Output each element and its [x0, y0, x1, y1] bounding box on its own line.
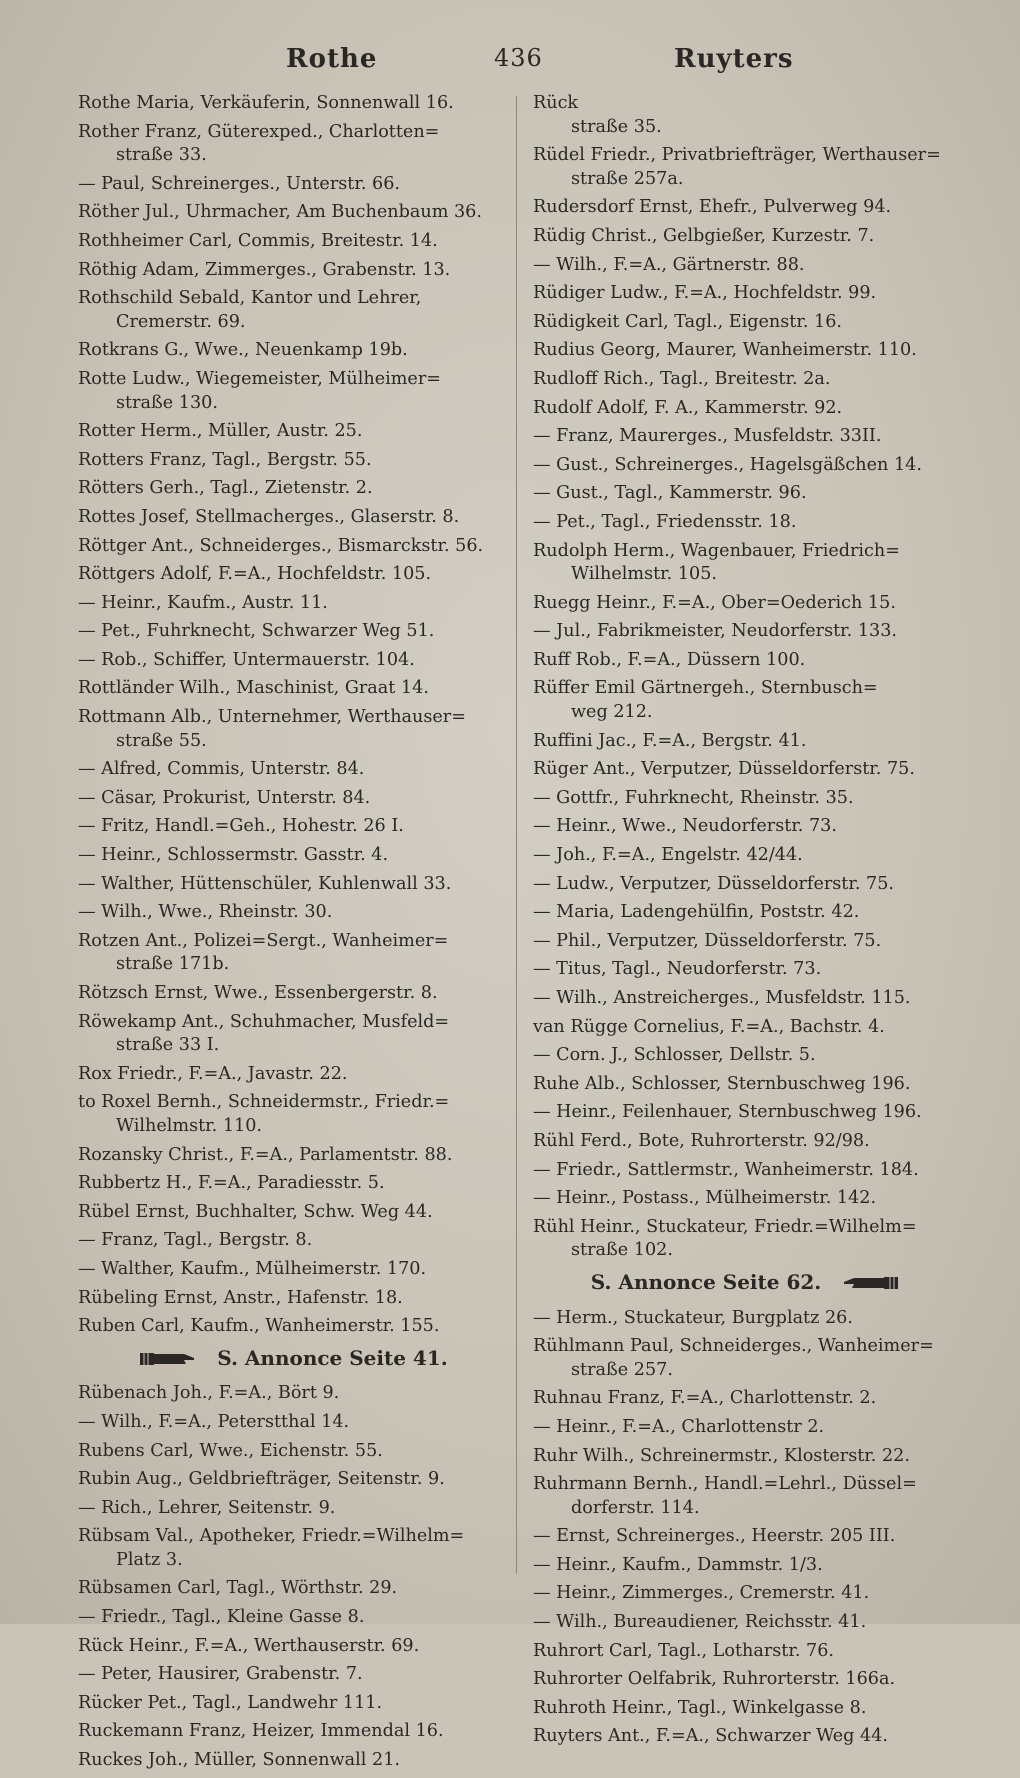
entry-text: — Rob., Schiffer, Untermauerstr. 104.	[78, 649, 415, 670]
directory-entry	[78, 1440, 508, 1464]
left-entries-b	[78, 1382, 508, 1772]
entry-text: — Gottfr., Fuhrknecht, Rheinstr. 35.	[533, 787, 854, 808]
directory-entry	[533, 1073, 958, 1097]
entry-text: Rück Heinr., F.=A., Werthauserstr. 69.	[78, 1635, 420, 1656]
entry-text: — Jul., Fabrikmeister, Neudorferstr. 133.	[533, 621, 898, 642]
directory-entry	[533, 1016, 958, 1040]
directory-entry	[78, 201, 508, 225]
entry-text: Ruyters Ant., F.=A., Schwarzer Weg 44.	[533, 1726, 888, 1747]
directory-entry	[78, 173, 508, 197]
directory-entry	[533, 1159, 958, 1183]
directory-entry	[78, 1411, 508, 1435]
directory-entry	[533, 1187, 958, 1211]
entry-text: Rotte Ludw., Wiegemeister, Mülheimer=	[78, 368, 441, 389]
directory-entry	[533, 1307, 958, 1331]
directory-entry	[78, 873, 508, 897]
entry-text: Rudersdorf Ernst, Ehefr., Pulverweg 94.	[533, 197, 892, 218]
entry-text: — Franz, Tagl., Bergstr. 8.	[78, 1230, 313, 1251]
directory-entry	[533, 1668, 958, 1692]
directory-entry	[533, 311, 958, 335]
entry-text: Ruegg Heinr., F.=A., Ober=Oederich 15.	[533, 592, 896, 613]
directory-entry	[78, 901, 508, 925]
directory-entry	[533, 1445, 958, 1469]
entry-text: Rühl Heinr., Stuckateur, Friedr.=Wilhelm=	[533, 1216, 917, 1237]
entry-text: — Titus, Tagl., Neudorferstr. 73.	[533, 959, 822, 980]
entry-text: Rubin Aug., Geldbriefträger, Seitenstr. 9.	[78, 1469, 445, 1490]
directory-entry	[78, 1063, 508, 1087]
directory-entry	[533, 815, 958, 839]
directory-entry	[533, 1335, 958, 1382]
directory-entry	[78, 92, 508, 116]
entry-text: Rotters Franz, Tagl., Bergstr. 55.	[78, 449, 372, 470]
entry-text: Ruhrort Carl, Tagl., Lotharstr. 76.	[533, 1640, 834, 1661]
entry-text: Röwekamp Ant., Schuhmacher, Musfeld=	[78, 1011, 450, 1032]
header-right-keyword: Ruyters	[674, 44, 794, 74]
entry-text: Rotkrans G., Wwe., Neuenkamp 19b.	[78, 340, 408, 361]
directory-entry	[78, 1468, 508, 1492]
page-header	[0, 44, 1020, 84]
directory-entry	[533, 787, 958, 811]
right-annonce-text: S. Annonce Seite 62.	[590, 1269, 822, 1294]
directory-entry	[533, 1416, 958, 1440]
entry-text: — Joh., F.=A., Engelstr. 42/44.	[533, 845, 803, 866]
directory-entry	[533, 1640, 958, 1664]
directory-entry	[533, 196, 958, 220]
directory-entry	[78, 1229, 508, 1253]
directory-entry	[533, 987, 958, 1011]
entry-text: Rottmann Alb., Unternehmer, Werthauser=	[78, 707, 466, 728]
directory-entry	[533, 339, 958, 363]
entry-text: Rüdiger Ludw., F.=A., Hochfeldstr. 99.	[533, 283, 877, 304]
directory-entry	[78, 787, 508, 811]
entry-text: Rudolph Herm., Wagenbauer, Friedrich=	[533, 540, 900, 561]
entry-text: — Walther, Kaufm., Mülheimerstr. 170.	[78, 1258, 427, 1279]
entry-text: Rudolf Adolf, F. A., Kammerstr. 92.	[533, 397, 843, 418]
directory-entry	[78, 368, 508, 415]
directory-entry	[533, 758, 958, 782]
directory-entry	[533, 1697, 958, 1721]
entry-continuation: straße 35.	[571, 116, 662, 137]
entry-text: Rübenach Joh., F.=A., Bört 9.	[78, 1383, 340, 1404]
directory-entry	[78, 592, 508, 616]
directory-entry	[533, 282, 958, 306]
directory-entry	[78, 121, 508, 168]
directory-entry	[78, 563, 508, 587]
directory-entry	[78, 535, 508, 559]
directory-entry	[78, 677, 508, 701]
directory-entry	[533, 677, 958, 724]
directory-entry	[533, 540, 958, 587]
entry-continuation: Wilhelmstr. 105.	[571, 564, 718, 585]
entry-text: — Alfred, Commis, Unterstr. 84.	[78, 759, 365, 780]
column-divider	[516, 96, 517, 1574]
entry-text: Rübeling Ernst, Anstr., Hafenstr. 18.	[78, 1287, 403, 1308]
directory-entry	[78, 930, 508, 977]
entry-text: — Wilh., F.=A., Peterstthal 14.	[78, 1411, 350, 1432]
entry-text: Rühlmann Paul, Schneiderges., Wanheimer=	[533, 1336, 934, 1357]
entry-text: Rothheimer Carl, Commis, Breitestr. 14.	[78, 230, 438, 251]
entry-text: — Friedr., Tagl., Kleine Gasse 8.	[78, 1607, 365, 1628]
entry-text: Rotzen Ant., Polizei=Sergt., Wanheimer=	[78, 930, 449, 951]
entry-text: Rübsam Val., Apotheker, Friedr.=Wilhelm=	[78, 1526, 465, 1547]
directory-entry	[78, 1692, 508, 1716]
entry-continuation: straße 33 I.	[116, 1035, 220, 1056]
right-entries-b	[533, 1307, 958, 1750]
entry-text: — Pet., Fuhrknecht, Schwarzer Weg 51.	[78, 621, 435, 642]
directory-entry	[78, 230, 508, 254]
directory-entry	[533, 425, 958, 449]
entry-text: Ruhe Alb., Schlosser, Sternbuschweg 196.	[533, 1073, 911, 1094]
entry-text: Röttgers Adolf, F.=A., Hochfeldstr. 105.	[78, 564, 432, 585]
directory-entry	[533, 930, 958, 954]
entry-text: — Wilh., F.=A., Gärtnerstr. 88.	[533, 254, 805, 275]
entry-text: — Wilh., Wwe., Rheinstr. 30.	[78, 902, 333, 923]
directory-entry	[533, 1216, 958, 1263]
directory-entry	[78, 477, 508, 501]
entry-text: Ruhr Wilh., Schreinermstr., Klosterstr. 22.	[533, 1445, 910, 1466]
directory-entry	[533, 1611, 958, 1635]
directory-entry	[78, 1577, 508, 1601]
entry-text: — Heinr., Kaufm., Austr. 11.	[78, 592, 328, 613]
left-entries-a	[78, 92, 508, 1339]
entry-text: Rötters Gerh., Tagl., Zietenstr. 2.	[78, 478, 373, 499]
entry-text: — Heinr., Feilenhauer, Sternbuschweg 196.	[533, 1102, 922, 1123]
directory-entry	[533, 92, 958, 139]
entry-text: — Gust., Tagl., Kammerstr. 96.	[533, 483, 807, 504]
directory-entry	[533, 254, 958, 278]
page-number: 436	[494, 44, 543, 72]
entry-text: Ruben Carl, Kaufm., Wanheimerstr. 155.	[78, 1316, 440, 1337]
entry-text: — Heinr., F.=A., Charlottenstr 2.	[533, 1416, 825, 1437]
entry-continuation: straße 130.	[116, 392, 218, 413]
entry-text: — Ludw., Verputzer, Düsseldorferstr. 75.	[533, 873, 895, 894]
directory-entry	[533, 901, 958, 925]
entry-text: — Pet., Tagl., Friedensstr. 18.	[533, 511, 797, 532]
directory-entry	[78, 339, 508, 363]
entry-text: Röttger Ant., Schneiderges., Bismarckstr. 56.	[78, 535, 484, 556]
entry-text: — Walther, Hüttenschüler, Kuhlenwall 33.	[78, 873, 452, 894]
directory-entry	[78, 1382, 508, 1406]
entry-text: Ruckemann Franz, Heizer, Immendal 16.	[78, 1721, 444, 1742]
directory-entry	[533, 1725, 958, 1749]
directory-entry	[533, 1387, 958, 1411]
directory-entry	[533, 844, 958, 868]
pointing-hand-right-icon	[138, 1350, 200, 1368]
left-annonce	[78, 1347, 508, 1371]
entry-text: Rübsamen Carl, Tagl., Wörthstr. 29.	[78, 1578, 398, 1599]
directory-entry	[533, 1101, 958, 1125]
entry-text: Röthig Adam, Zimmerges., Grabenstr. 13.	[78, 259, 451, 280]
directory-entry	[78, 1258, 508, 1282]
directory-entry	[533, 225, 958, 249]
entry-text: Ruckes Joh., Müller, Sonnenwall 21.	[78, 1750, 400, 1771]
entry-continuation: straße 171b.	[116, 954, 230, 975]
directory-entry	[78, 758, 508, 782]
directory-entry	[78, 1172, 508, 1196]
directory-entry	[78, 620, 508, 644]
entry-text: — Fritz, Handl.=Geh., Hohestr. 26 I.	[78, 816, 404, 837]
entry-text: — Peter, Hausirer, Grabenstr. 7.	[78, 1664, 363, 1685]
header-left-keyword: Rothe	[286, 44, 378, 74]
directory-entry	[78, 259, 508, 283]
entry-text: Rox Friedr., F.=A., Javastr. 22.	[78, 1063, 348, 1084]
directory-entry	[533, 511, 958, 535]
entry-text: — Gust., Schreinerges., Hagelsgäßchen 14.	[533, 454, 922, 475]
entry-text: — Maria, Ladengehülfin, Poststr. 42.	[533, 902, 860, 923]
entry-text: — Wilh., Anstreicherges., Musfeldstr. 115.	[533, 988, 911, 1008]
entry-text: Rothschild Sebald, Kantor und Lehrer,	[78, 288, 422, 309]
entry-text: — Herm., Stuckateur, Burgplatz 26.	[533, 1307, 853, 1328]
entry-text: Rottländer Wilh., Maschinist, Graat 14.	[78, 678, 429, 699]
entry-text: Rottes Josef, Stellmacherges., Glaserstr. 8.	[78, 506, 460, 527]
directory-entry	[78, 1749, 508, 1773]
directory-entry	[78, 1606, 508, 1630]
entry-continuation: Platz 3.	[116, 1549, 183, 1570]
directory-entry	[533, 368, 958, 392]
entry-text: Rothe Maria, Verkäuferin, Sonnenwall 16.	[78, 93, 454, 113]
entry-text: — Heinr., Wwe., Neudorferstr. 73.	[533, 816, 837, 837]
directory-entry	[78, 1315, 508, 1339]
entry-text: — Heinr., Kaufm., Dammstr. 1/3.	[533, 1554, 823, 1575]
directory-entry	[78, 1720, 508, 1744]
entry-continuation: straße 55.	[116, 730, 207, 751]
entry-continuation: straße 102.	[571, 1240, 673, 1261]
directory-entry	[78, 1635, 508, 1659]
entry-text: — Wilh., Bureaudiener, Reichsstr. 41.	[533, 1612, 867, 1633]
directory-entry	[533, 1130, 958, 1154]
directory-entry	[78, 1663, 508, 1687]
directory-entry	[78, 1091, 508, 1138]
directory-entry	[533, 1044, 958, 1068]
directory-entry	[78, 1201, 508, 1225]
entry-text: Rudius Georg, Maurer, Wanheimerstr. 110.	[533, 340, 917, 361]
directory-entry	[78, 706, 508, 753]
entry-text: Rotter Herm., Müller, Austr. 25.	[78, 421, 363, 442]
entry-continuation: straße 257a.	[571, 168, 684, 189]
entry-text: Rück	[533, 93, 579, 113]
entry-text: Rüdig Christ., Gelbgießer, Kurzestr. 7.	[533, 225, 875, 246]
directory-entry	[78, 815, 508, 839]
entry-text: Ruhnau Franz, F.=A., Charlottenstr. 2.	[533, 1388, 877, 1409]
directory-entry	[533, 454, 958, 478]
pointing-hand-left-icon	[838, 1274, 900, 1292]
entry-text: Rüger Ant., Verputzer, Düsseldorferstr. 75.	[533, 759, 915, 780]
entry-text: Rudloff Rich., Tagl., Breitestr. 2a.	[533, 368, 831, 389]
entry-text: Rubbertz H., F.=A., Paradiesstr. 5.	[78, 1173, 385, 1194]
directory-entry	[533, 482, 958, 506]
entry-text: Rühl Ferd., Bote, Ruhrorterstr. 92/98.	[533, 1130, 870, 1151]
right-column	[533, 92, 958, 1754]
entry-continuation: weg 212.	[571, 702, 653, 723]
entry-text: to Roxel Bernh., Schneidermstr., Friedr.=	[78, 1092, 450, 1113]
entry-continuation: Cremerstr. 69.	[116, 311, 246, 332]
entry-text: van Rügge Cornelius, F.=A., Bachstr. 4.	[533, 1016, 885, 1037]
entry-text: Rötzsch Ernst, Wwe., Essenbergerstr. 8.	[78, 983, 438, 1003]
entry-text: Ruhroth Heinr., Tagl., Winkelgasse 8.	[533, 1697, 867, 1718]
entry-text: — Friedr., Sattlermstr., Wanheimerstr. 184.	[533, 1159, 919, 1180]
directory-entry	[78, 287, 508, 334]
directory-entry	[533, 1473, 958, 1520]
left-annonce-text: S. Annonce Seite 41.	[217, 1345, 448, 1370]
entry-continuation: dorferstr. 114.	[571, 1497, 700, 1518]
entry-text: — Heinr., Schlossermstr. Gasstr. 4.	[78, 845, 389, 866]
directory-entry	[78, 1011, 508, 1058]
directory-entry	[533, 1582, 958, 1606]
entry-text: — Franz, Maurerges., Musfeldstr. 33II.	[533, 426, 882, 447]
directory-entry	[78, 420, 508, 444]
entry-text: Rozansky Christ., F.=A., Parlamentstr. 88.	[78, 1144, 453, 1165]
entry-text: Ruffini Jac., F.=A., Bergstr. 41.	[533, 730, 807, 751]
directory-entry	[78, 506, 508, 530]
directory-entry	[533, 1554, 958, 1578]
entry-text: — Cäsar, Prokurist, Unterstr. 84.	[78, 787, 371, 808]
entry-text: — Rich., Lehrer, Seitenstr. 9.	[78, 1497, 336, 1518]
entry-text: — Paul, Schreinerges., Unterstr. 66.	[78, 173, 400, 194]
entry-text: — Phil., Verputzer, Düsseldorferstr. 75.	[533, 930, 882, 951]
directory-entry	[78, 449, 508, 473]
entry-text: Rücker Pet., Tagl., Landwehr 111.	[78, 1692, 383, 1713]
directory-entry	[78, 1287, 508, 1311]
directory-entry	[533, 873, 958, 897]
left-column	[78, 92, 508, 1778]
entry-text: Röther Jul., Uhrmacher, Am Buchenbaum 36.	[78, 202, 482, 223]
directory-entry	[78, 649, 508, 673]
right-entries-a	[533, 92, 958, 1263]
entry-text: — Heinr., Postass., Mülheimerstr. 142.	[533, 1188, 877, 1209]
directory-entry	[533, 649, 958, 673]
entry-text: Rüffer Emil Gärtnergeh., Sternbusch=	[533, 678, 878, 699]
directory-entry	[533, 144, 958, 191]
directory-entry	[533, 397, 958, 421]
directory-entry	[78, 982, 508, 1006]
entry-text: Ruff Rob., F.=A., Düssern 100.	[533, 649, 806, 670]
entry-text: Ruhrmann Bernh., Handl.=Lehrl., Düssel=	[533, 1474, 917, 1495]
entry-continuation: straße 257.	[571, 1359, 673, 1380]
entry-text: Ruhrorter Oelfabrik, Ruhrorterstr. 166a.	[533, 1669, 896, 1690]
directory-entry	[533, 620, 958, 644]
directory-entry	[78, 1497, 508, 1521]
directory-entry	[78, 1144, 508, 1168]
directory-entry	[533, 958, 958, 982]
directory-entry	[533, 730, 958, 754]
directory-entry	[533, 592, 958, 616]
directory-entry	[78, 844, 508, 868]
entry-continuation: straße 33.	[116, 145, 207, 166]
entry-text: — Corn. J., Schlosser, Dellstr. 5.	[533, 1045, 816, 1066]
entry-text: Rübel Ernst, Buchhalter, Schw. Weg 44.	[78, 1201, 433, 1222]
entry-text: — Ernst, Schreinerges., Heerstr. 205 III.	[533, 1526, 896, 1547]
entry-text: — Heinr., Zimmerges., Cremerstr. 41.	[533, 1583, 870, 1604]
entry-text: Rüdigkeit Carl, Tagl., Eigenstr. 16.	[533, 311, 843, 332]
directory-entry	[533, 1525, 958, 1549]
entry-text: Rüdel Friedr., Privatbriefträger, Werthauser=	[533, 145, 941, 166]
right-annonce	[533, 1271, 958, 1295]
directory-entry	[78, 1525, 508, 1572]
entry-text: Rother Franz, Güterexped., Charlotten=	[78, 121, 440, 142]
entry-text: Rubens Carl, Wwe., Eichenstr. 55.	[78, 1440, 383, 1461]
entry-continuation: Wilhelmstr. 110.	[116, 1115, 263, 1136]
